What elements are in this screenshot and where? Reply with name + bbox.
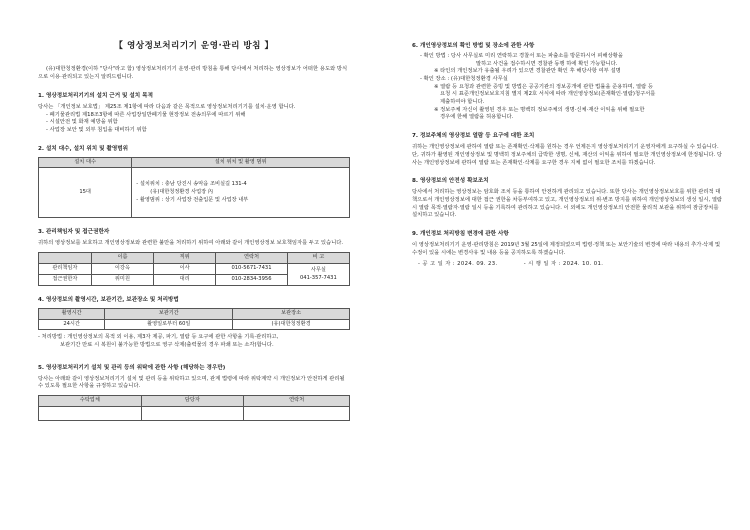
manager-header-title: 직위 <box>154 253 216 264</box>
manager-phone: 010-2834-3956 <box>216 275 288 286</box>
section-5-heading: 5. 영상정보처리기기 설치 및 관리 등의 위탁에 관한 사항 (해당하는 경우만) <box>38 364 226 371</box>
manager-role: 관리책임자 <box>39 264 92 275</box>
manager-header-name: 이름 <box>91 253 153 264</box>
installation-range: - 촬영범위 : 상기 사업장 전출입문 및 사업장 내부 <box>136 196 249 203</box>
section-6-line: ※ 타인의 개인정보가 유출될 우려가 있으면 경찰관만 확인 후 해당사항 여부 설명 <box>434 68 621 75</box>
retention-header-place: 보관장소 <box>233 309 350 320</box>
section-6-line: ※ 열람 등 요청과 관련한 증빙 및 방법은 공공기관의 정보공개에 관한 법률을 준용하며, 열람 등 <box>434 83 654 90</box>
manager-header-phone: 연락처 <box>216 253 288 264</box>
section-5-text: 당사는 아래와 같이 영상정보처리기기 설치 및 관리 등을 위탁하고 있으며, 관계 법령에 따라 위탁계약 시 개인정보가 안전하게 관리될 수 있도록 필요한 사항을 규정하고 있습니다. <box>38 375 345 390</box>
section-1-bullet: - 사업장 보안 및 외부 침입을 대비하기 위함 <box>46 126 147 133</box>
installation-table <box>38 157 350 219</box>
section-1-text: 당사는 「개인정보 보호법」 제25조 제1항에 따라 다음과 같은 목적으로 영상정보처리기기를 설치·운영 합니다. <box>38 103 296 110</box>
table-row <box>39 264 350 275</box>
manager-table <box>38 252 350 286</box>
table-row <box>39 406 350 420</box>
section-6-line: - 확인 장소 : (유)대한청정환경 사무실 <box>420 76 508 83</box>
section-8-heading: 8. 영상정보의 안전성 확보조치 <box>412 178 489 185</box>
section-6-line: 말하고 사건을 접수하시면 경찰관 동행 하에 확인 가능합니다. <box>476 60 618 67</box>
retention-period: 촬영일로부터 60일 <box>105 319 233 330</box>
section-6-heading: 6. 개인영상정보의 확인 방법 및 장소에 관한 사항 <box>412 43 535 49</box>
section-7-heading: 7. 정보주체의 영상정보 열람 등 요구에 대한 조치 <box>412 133 535 140</box>
manager-title: 이사 <box>154 264 216 275</box>
installation-count: 15대 <box>39 168 132 218</box>
retention-note-1: - 처리방법 : 개인영상정보의 목적 외 이용, 제3자 제공, 파기, 열람 등 요구에 관한 사항을 기록·관리하고, <box>38 334 279 341</box>
manager-header-note: 비 고 <box>287 253 349 264</box>
manager-note-phone: 041-357-7431 <box>300 274 337 281</box>
section-6-line: - 확인 방법 : 당사 사무실로 미리 연락하고 경찰서 또는 파출소를 방문하시어 피해상황을 <box>420 53 623 60</box>
manager-name: 위미원 <box>91 275 153 286</box>
installation-site: (유)대한청정환경 사업장 內 <box>150 188 213 195</box>
manager-note-office: 사무실 <box>310 266 326 273</box>
effective-date: - 시 행 일 자 : 2024. 10. 01. <box>523 260 604 267</box>
section-8-text: 당사에서 처리하는 영상정보는 암호화 조치 등을 통하여 안전하게 관리되고 있습니다. 또한 당사는 개인영상정보보호를 위한 관리적 대책으로서 개인영상정보에 대한 접근 권한을 차등부여하고 있고, 개인영상정보의 위·변조 방지를 위하여 개인영상정보의 생성 일시, 열람 시 열람 목적·열람자·열람 일시 등을 기록하여 관리하고 있습니다. 이 외에도 개인영상정보의 안전한 물리적 보관을 위하여 잠금장치를 설치하고 있습니다. <box>412 189 723 219</box>
page-title: 【 영상정보처리기기 운영·관리 방침 】 <box>114 41 274 51</box>
section-9-heading: 9. 개인정보 처리방침 변경에 관한 사항 <box>412 231 509 238</box>
manager-role: 접근권한자 <box>39 275 92 286</box>
section-1-heading: 1. 영상정보처리기기의 설치 근거 및 설치 목적 <box>38 92 153 99</box>
section-6-line: ※ 정보주체 자신이 촬영된 경우 또는 명백히 정보주체의 생명·신체·재산 이익을 위해 필요한 <box>434 106 645 113</box>
section-3-text: 귀하의 영상정보를 보호하고 개인영상정보와 관련한 불만을 처리하기 위하여 아래와 같이 개인영상정보 보호책임자를 두고 있습니다. <box>38 240 343 247</box>
retention-header-time: 촬영시간 <box>39 309 105 320</box>
retention-note-2: 보관기간 만료 시 복원이 불가능한 방법으로 영구 삭제(출력물의 경우 파쇄 또는 소각)합니다. <box>60 341 274 348</box>
outsourcing-header-company: 수탁업체 <box>39 395 142 406</box>
section-9-text: 이 영상정보처리기기 운영·관리방침은 2019년 3월 25일에 제정되었으며 법령·정책 또는 보안기술의 변경에 따라 내용의 추가·삭제 및 수정이 있을 시에는 변경사유 및 내용 등을 공지하도록 하겠습니다. <box>412 242 721 256</box>
section-1-bullet: - 폐기물관리법 제18조3항에 따른 사업장일반폐기물 현장정보 전송의무에 따르기 위해 <box>46 111 246 118</box>
installation-location: - 설치위치 : 충남 당진시 송악읍 조비실길 131-4 <box>136 181 247 188</box>
outsourcing-contact <box>244 406 350 420</box>
manager-header-blank <box>39 253 92 264</box>
manager-name: 이강옥 <box>91 264 153 275</box>
manager-phone: 010-5671-7431 <box>216 264 288 275</box>
intro-text: (유)대한청정환경(이하 "당사"라고 함) 영상정보처리기기 운영·관리 방침을 통해 당사에서 처리하는 영상정보가 어떠한 용도와 방식으로 이용·관리되고 있는지 알려드립니다. <box>38 66 348 81</box>
outsourcing-company <box>39 406 142 420</box>
outsourcing-table <box>38 395 350 421</box>
retention-time: 24시간 <box>39 319 105 330</box>
outsourcing-person <box>141 406 244 420</box>
section-3-heading: 3. 관리책임자 및 접근권한자 <box>38 229 110 236</box>
installation-count-header: 설치 대수 <box>39 157 132 168</box>
section-6-line: 제출하여야 합니다. <box>440 99 485 106</box>
manager-title: 대리 <box>154 275 216 286</box>
installation-details <box>132 168 350 218</box>
retention-header-period: 보관기간 <box>105 309 233 320</box>
retention-place: (유)대한청정환경 <box>233 319 350 330</box>
outsourcing-header-person: 담당자 <box>141 395 244 406</box>
outsourcing-header-contact: 연락처 <box>244 395 350 406</box>
announcement-date: - 공 고 일 자 : 2024. 09. 23. <box>418 260 498 267</box>
left-column <box>38 0 350 421</box>
section-6-line: 요청 시 표준개인정보보호지침 별지 제2호 서식에 따라 개인영상정보(존재확인·열람)청구서를 <box>440 91 656 98</box>
section-1-bullet: - 시설안전 및 화재 예방을 위함 <box>46 119 118 126</box>
manager-note <box>287 264 349 286</box>
policy-dates <box>412 261 724 269</box>
table-row <box>39 319 350 330</box>
section-7-text: 귀하는 개인영상정보에 관하여 열람 또는 존재확인·삭제를 원하는 경우 언제든지 영상정보처리기기 운영자에게 요구하실 수 있습니다. 단, 귀하가 촬영된 개인영상정보 및 명백히 정보주체의 급박한 생명, 신체, 재산의 이익을 위하여 필요한 개인영상정보에 한정됩니다. 당사는 개인영상정보에 관하여 열람 또는 존재확인·삭제를 요구한 경우 지체 없이 필요한 조치를 하겠습니다. <box>412 144 722 166</box>
section-4-heading: 4. 영상정보의 촬영시간, 보관기간, 보관장소 및 처리방법 <box>38 297 179 304</box>
right-column <box>412 0 724 268</box>
installation-location-header: 설치 위치 및 촬영 범위 <box>132 157 350 168</box>
retention-table <box>38 308 350 330</box>
section-2-heading: 2. 설치 대수, 설치 위치 및 촬영범위 <box>38 145 129 152</box>
section-6-line: 경우에 한해 열람을 허용합니다. <box>440 114 514 121</box>
